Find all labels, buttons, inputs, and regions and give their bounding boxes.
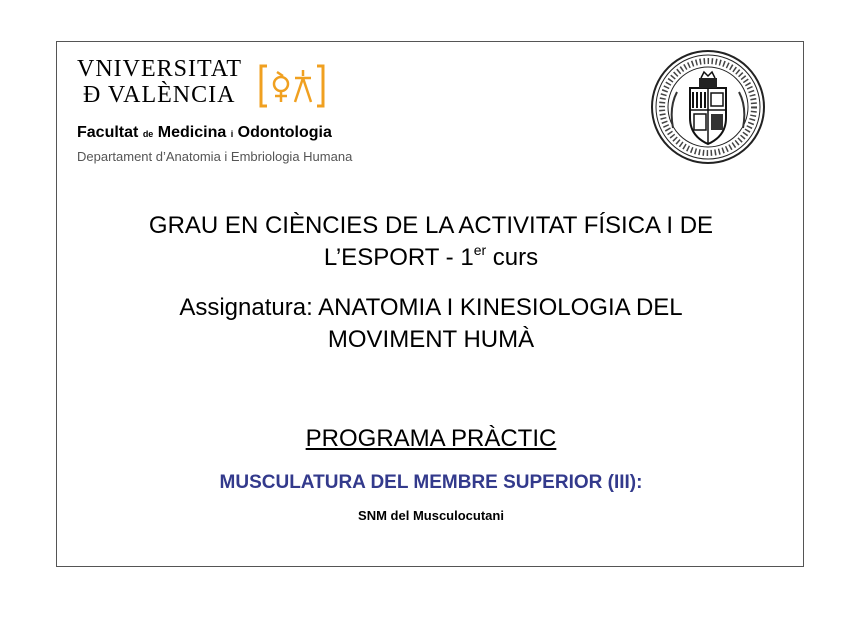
- department-name: Departament d’Anatomia i Embriologia Humana: [77, 149, 353, 164]
- university-logo-block: [77, 56, 447, 166]
- faculty-word-edicina: edicina: [171, 124, 227, 141]
- university-seal-icon: [649, 48, 767, 166]
- degree-title-line1: GRAU EN CIÈNCIES DE LA ACTIVITAT FÍSICA I DE: [148, 212, 714, 239]
- university-name-line1: VNIVERSITAT: [77, 56, 243, 82]
- degree-course-superscript: er: [473, 242, 487, 258]
- university-name-line2: Ð VALÈNCIA: [83, 82, 236, 108]
- subsection-title: SNM del Musculocutani: [358, 508, 504, 523]
- subject-title: [57, 292, 805, 356]
- program-title: PROGRAMA PRÀCTIC: [305, 425, 557, 452]
- degree-title-line2: [57, 242, 805, 274]
- faculty-name: [77, 124, 332, 142]
- faculty-word-dontologia: dontologia: [250, 124, 332, 141]
- subject-title-line2: MOVIMENT HUMÀ: [327, 326, 535, 353]
- university-logo-icon: [257, 62, 327, 110]
- faculty-letter-m: M: [157, 124, 172, 141]
- degree-title: [57, 210, 805, 274]
- faculty-letter-f: F: [77, 124, 87, 141]
- faculty-word-i: i: [230, 129, 234, 139]
- section-title: MUSCULATURA DEL MEMBRE SUPERIOR (III):: [219, 472, 643, 493]
- university-name: [77, 56, 242, 108]
- faculty-word-de: de: [142, 129, 154, 139]
- degree-title-line2-suffix: curs: [486, 244, 539, 271]
- subject-title-line1: Assignatura: ANATOMIA I KINESIOLOGIA DEL: [179, 294, 683, 321]
- faculty-letter-o: O: [237, 124, 251, 141]
- slide-frame: [56, 41, 804, 567]
- degree-title-line2-prefix: L’ESPORT - 1: [323, 244, 474, 271]
- faculty-word-acultat: acultat: [86, 124, 139, 141]
